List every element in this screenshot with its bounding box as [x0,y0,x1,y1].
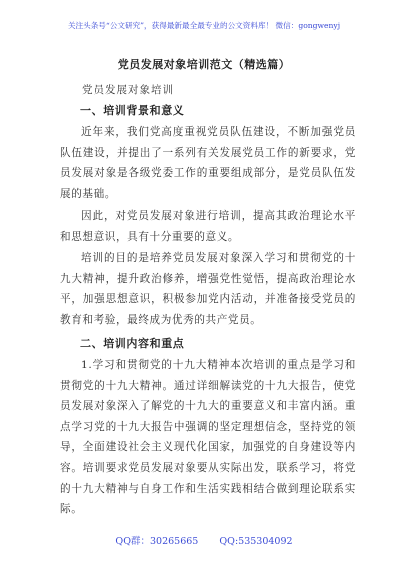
document-subtitle: 党员发展对象培训 [82,84,174,96]
promo-banner: 关注头条号“公文研究”，获得最新最全最专业的公文资料库！ 微信：gongwenyj [67,21,341,30]
section-heading-background: 一、培训背景和意义 [80,104,185,117]
paragraph-background-3: 培训的目的是培养党员发展对象深入学习和贯彻党的十九大精神，提升政治修养，增强党性觉悟，提高政治理论水平，加强思想意识，积极参加党内活动，并准备接受党员的教育和考验，最终成为优秀的共产党员。 [60,252,356,326]
document-title: 党员发展对象培训范文（精选篇） [117,58,291,71]
qq-number: QQ:535304092 [219,536,293,547]
section-heading-content: 二、培训内容和重点 [80,337,185,350]
paragraph-background-2: 因此，对党员发展对象进行培训，提高其政治理论水平和思想意识，具有十分重要的意义。 [60,210,356,243]
contact-footer [0,533,408,547]
qq-group-number: QQ群：30265665 [115,536,199,547]
paragraph-background-1: 近年来，我们党高度重视党员队伍建设，不断加强党员队伍建设，并提出了一系列有关发展党员工作的新要求，党员发展对象是各级党委工作的重要组成部分，是党员队伍发展的基础。 [60,126,356,200]
paragraph-content-1: 1.学习和贯彻党的十九大精神本次培训的重点是学习和贯彻党的十九大精神。通过详细解读党的十九大报告，使党员发展对象深入了解党的十九大的重要意义和丰富内涵。重点学习党的十九大报告中强调的坚定理想信念，坚持党的领导，全面建设社会主义现代化国家，加强党的自身建设等内容。培训要求党员发展对象要从实际出发，联系学习，将党的十九大精神与自身工作和生活实践相结合做到理论联系实际。 [60,359,356,516]
